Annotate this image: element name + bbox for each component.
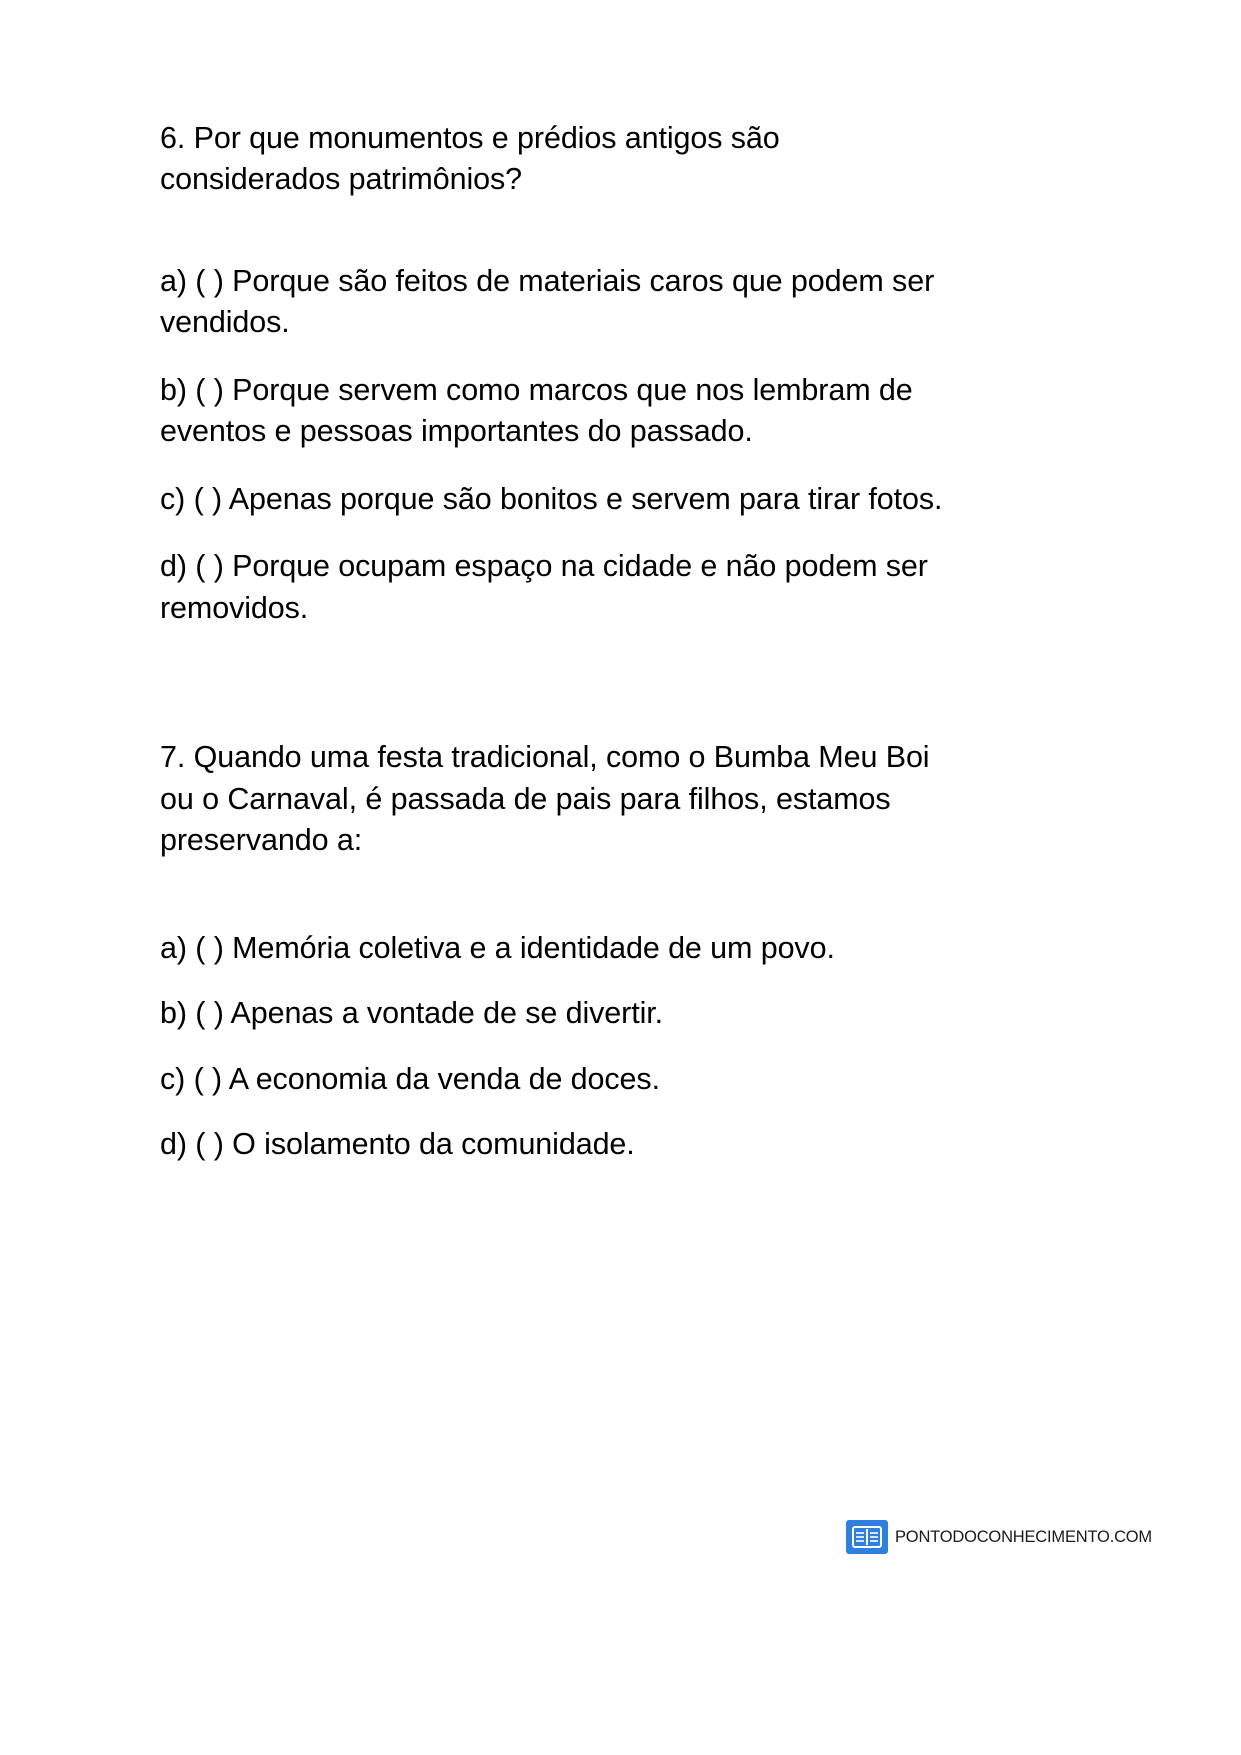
question-7-option-b[interactable]: b) ( ) Apenas a vontade de se divertir. xyxy=(160,996,664,1031)
question-6-stem: 6. Por que monumentos e prédios antigos são considerados patrimônios? xyxy=(160,121,780,197)
question-6-options xyxy=(160,261,960,629)
question-block-7 xyxy=(160,737,960,1165)
site-watermark[interactable] xyxy=(846,1520,1152,1554)
question-7-option-d[interactable]: d) ( ) O isolamento da comunidade. xyxy=(160,1127,635,1162)
book-icon xyxy=(846,1520,888,1554)
question-6-option-b[interactable]: b) ( ) Porque servem como marcos que nos lembram de eventos e pessoas importantes do passado. xyxy=(160,372,913,449)
watermark-label: PONTODOCONHECIMENTO.COM xyxy=(895,1527,1152,1546)
question-6-option-d[interactable]: d) ( ) Porque ocupam espaço na cidade e não podem ser removidos. xyxy=(160,549,928,625)
question-7-stem: 7. Quando uma festa tradicional, como o Bumba Meu Boi ou o Carnaval, é passada de pais para filhos, estamos preservando a: xyxy=(160,740,930,858)
worksheet-content xyxy=(160,118,960,1190)
question-6-option-a[interactable]: a) ( ) Porque são feitos de materiais caros que podem ser vendidos. xyxy=(160,263,935,340)
question-7-option-a[interactable]: a) ( ) Memória coletiva e a identidade de um povo. xyxy=(160,930,835,965)
question-7-options xyxy=(160,928,960,1166)
section-spacer xyxy=(160,629,960,737)
question-block-6 xyxy=(160,118,960,629)
question-6-option-c[interactable]: c) ( ) Apenas porque são bonitos e servem para tirar fotos. xyxy=(160,481,943,516)
question-7-option-c[interactable]: c) ( ) A economia da venda de doces. xyxy=(160,1061,660,1096)
